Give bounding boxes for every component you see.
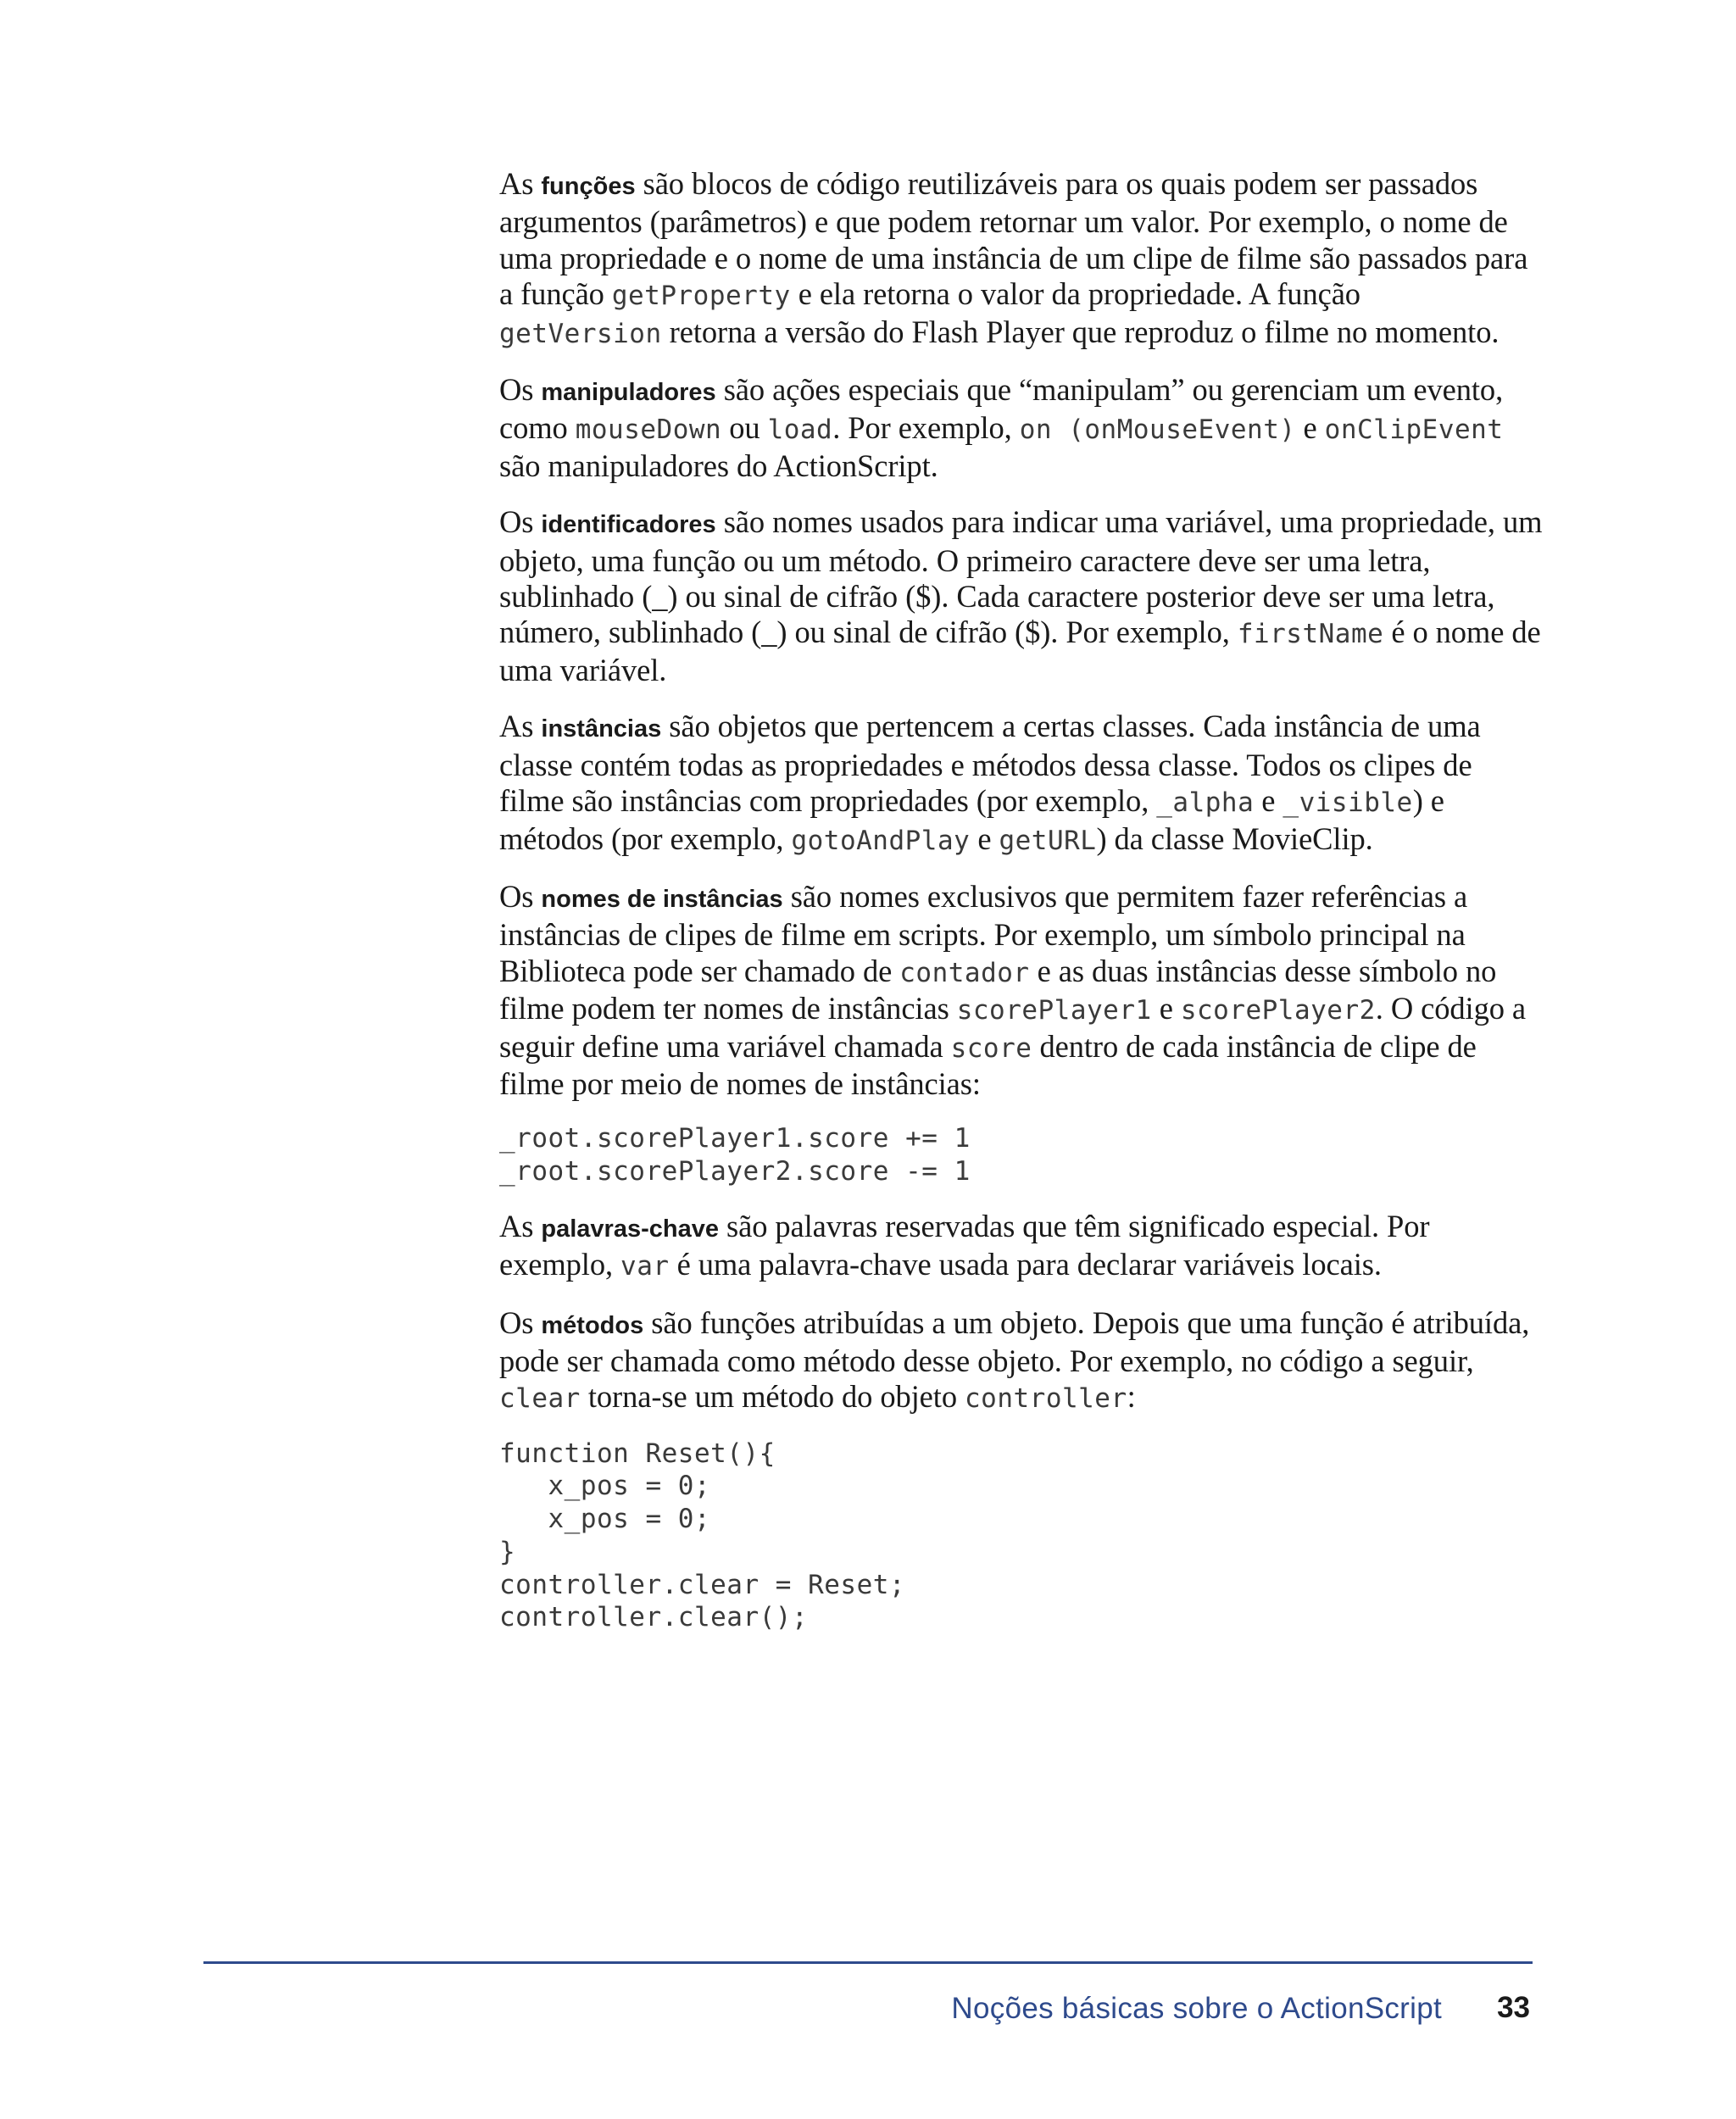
text: As [499, 1208, 542, 1243]
paragraph-funcoes [499, 166, 1544, 352]
code-contador: contador [899, 957, 1030, 988]
term-instancias: instâncias [541, 715, 662, 743]
text: : [1127, 1379, 1136, 1415]
text: e as duas instâncias desse símbolo no filme podem ter nomes de instâncias [499, 953, 1497, 1026]
paragraph-nomes-instancias [499, 879, 1544, 1102]
text: . Por exemplo, [832, 410, 1020, 446]
code-load: load [767, 414, 833, 446]
text: ) da classe MovieClip. [1096, 820, 1373, 856]
text: são blocos de código reutilizáveis para os quais podem ser passados argumentos (parâmetros) e que podem retornar um valor. Por exemplo, o nome de uma propriedade e o nome de uma instância de um clipe de filme são passados para a função [499, 166, 1528, 312]
code-clear: clear [499, 1383, 581, 1415]
paragraph-identificadores [499, 504, 1544, 688]
text: torna-se um método do objeto [580, 1379, 965, 1415]
text: ou [721, 410, 768, 446]
code-mousedown: mouseDown [575, 414, 722, 446]
code-on-onmouseevent: on (onMouseEvent) [1019, 414, 1296, 446]
text: e [1151, 991, 1181, 1026]
code-block-score: _root.scorePlayer1.score += 1 _root.scorePlayer2.score -= 1 [499, 1123, 971, 1187]
footer-divider [203, 1961, 1533, 1964]
text: Os [499, 878, 542, 914]
code-onclipevent: onClipEvent [1324, 414, 1504, 446]
term-nomes-de-instancias: nomes de instâncias [541, 885, 783, 913]
text: e [1254, 783, 1283, 819]
text: ) e métodos (por exemplo, [499, 783, 1444, 856]
text: são funções atribuídas a um objeto. Depois que uma função é atribuída, pode ser chamada como método desse objeto. Por exemplo, no código a seguir, [499, 1304, 1530, 1378]
code-geturl: getURL [999, 825, 1097, 856]
text: As [499, 709, 542, 744]
text: são manipuladores do ActionScript. [499, 448, 938, 483]
code-score: score [950, 1032, 1032, 1064]
code-scoreplayer1: scorePlayer1 [956, 995, 1152, 1026]
code-block-reset: function Reset(){ x_pos = 0; x_pos = 0; } controller.clear = Reset; controller.clear(); [499, 1438, 906, 1633]
code-getversion: getVersion [499, 318, 662, 349]
term-metodos: métodos [541, 1311, 644, 1339]
term-identificadores: identificadores [541, 511, 716, 539]
text: são nomes usados para indicar uma variável, uma propriedade, um objeto, uma função ou um método. O primeiro caractere deve ser uma letra, sublinhado (_) ou sinal de cifrão ($). Cada caractere posterior deve ser uma letra, número, sublinhado (_) ou sinal de cifrão ($). Por exemplo, [499, 504, 1543, 650]
code-controller: controller [965, 1383, 1127, 1415]
text: e [970, 820, 999, 856]
text: são objetos que pertencem a certas classes. Cada instância de uma classe contém todas as propriedades e métodos dessa classe. Todos os clipes de filme são instâncias com propriedades (por exemplo, [499, 709, 1481, 819]
text: é uma palavra-chave usada para declarar variáveis locais. [669, 1247, 1382, 1282]
paragraph-manipuladores [499, 372, 1544, 484]
code-var: var [620, 1251, 670, 1282]
text: são palavras reservadas que têm significado especial. Por exemplo, [499, 1208, 1430, 1282]
paragraph-instancias [499, 709, 1544, 859]
text: Os [499, 372, 542, 408]
code-gotoandplay: gotoAndPlay [791, 825, 971, 856]
text: As [499, 166, 542, 201]
term-palavras-chave: palavras-chave [541, 1215, 719, 1243]
text: e ela retorna o valor da propriedade. A função [790, 276, 1360, 312]
text: retorna a versão do Flash Player que reproduz o filme no momento. [661, 314, 1500, 349]
footer-section-title: Noções básicas sobre o ActionScript [951, 1992, 1442, 2025]
main-content [499, 166, 1544, 1655]
text: Os [499, 504, 542, 540]
page-number: 33 [1497, 1991, 1530, 2024]
code-getproperty: getProperty [611, 281, 791, 312]
term-funcoes: funções [541, 173, 636, 200]
code-alpha: _alpha [1156, 787, 1255, 819]
text: Os [499, 1304, 542, 1340]
code-firstname: firstName [1237, 619, 1384, 650]
term-manipuladores: manipuladores [541, 379, 716, 407]
paragraph-metodos [499, 1305, 1544, 1417]
text: dentro de cada instância de clipe de filme por meio de nomes de instâncias: [499, 1028, 1477, 1101]
text: são ações especiais que “manipulam” ou gerenciam um evento, como [499, 372, 1504, 446]
code-scoreplayer2: scorePlayer2 [1180, 995, 1376, 1026]
text: e [1295, 410, 1325, 446]
code-visible: _visible [1283, 787, 1413, 819]
paragraph-palavras-chave [499, 1209, 1544, 1285]
text: . O código a seguir define uma variável chamada [499, 991, 1526, 1064]
text: é o nome de uma variável. [499, 615, 1541, 687]
text: são nomes exclusivos que permitem fazer referências a instâncias de clipes de filme em scripts. Por exemplo, um símbolo principal na Biblioteca pode ser chamado de [499, 878, 1468, 988]
